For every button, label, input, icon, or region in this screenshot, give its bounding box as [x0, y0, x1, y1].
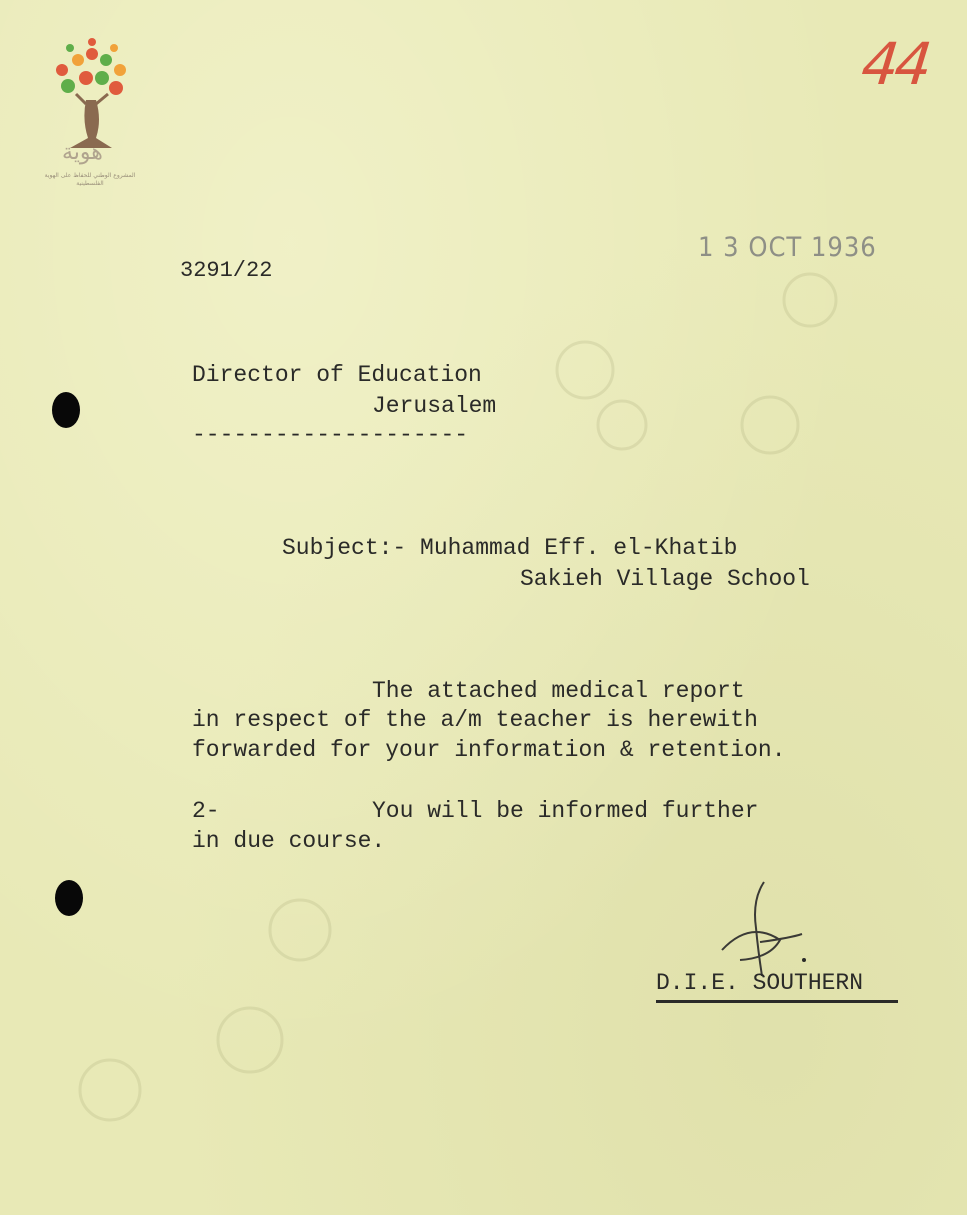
body-line-3: forwarded for your information & retention.	[192, 737, 786, 763]
punch-hole	[55, 880, 83, 916]
paragraph-number: 2-	[192, 798, 220, 824]
subject-line-1: Subject:- Muhammad Eff. el-Khatib	[282, 535, 738, 561]
body-line-1: The attached medical report	[372, 678, 745, 704]
addressee-line-2: Jerusalem	[372, 393, 497, 419]
addressee-line-1: Director of Education	[192, 362, 482, 388]
logo-arabic-title: هوية	[62, 140, 103, 165]
signature-title: D.I.E. SOUTHERN	[656, 970, 864, 996]
paragraph-2-line-2: in due course.	[192, 828, 386, 854]
punch-hole	[52, 392, 80, 428]
logo-caption: المشروع الوطني للحفاظ على الهوية الفلسطينية	[44, 172, 136, 187]
addressee-underline: --------------------	[192, 422, 469, 448]
subject-line-2: Sakieh Village School	[520, 566, 810, 592]
reference-number: 3291/22	[180, 258, 273, 283]
folio-number: 44	[858, 30, 932, 98]
signature-underline	[656, 1000, 898, 1003]
paragraph-2-line-1: You will be informed further	[372, 798, 759, 824]
body-line-2: in respect of the a/m teacher is herewith	[192, 707, 758, 733]
date-stamp: 1 3 OCT 1936	[698, 232, 877, 263]
